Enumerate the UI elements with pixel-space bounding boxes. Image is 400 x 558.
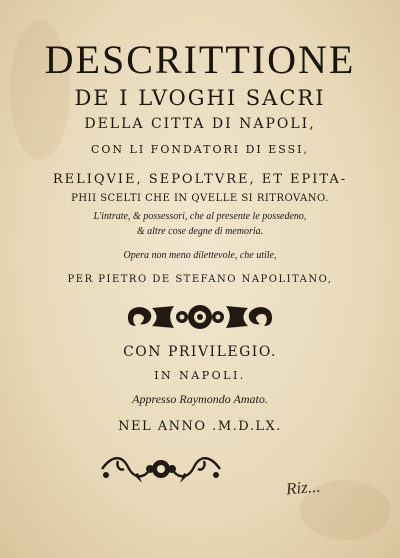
subtitle-line-3: CON LI FONDATORI DI ESSI, (90, 143, 310, 156)
city-line: IN NAPOLI. (154, 369, 246, 382)
subtitle-line-2: DELLA CITTA DI NAPOLI, (84, 116, 316, 132)
printer-line: Appresso Raymondo Amato. (132, 392, 268, 406)
subtitle-line-5: PHII SCELTI CHE IN QVELLE SI RITROVANO. (71, 193, 329, 204)
main-title: DESCRITTIONE (44, 37, 356, 82)
italic-line-1: L'intrate, & possessori, che al presente le possedeno, (93, 211, 307, 222)
italic-line-2: & altre cose degne di memoria. (136, 226, 264, 237)
handwritten-signature: Riz... (285, 476, 322, 499)
vine-ornament-icon (98, 453, 224, 485)
subtitle-line-1: DE I LVOGHI SACRI (74, 86, 326, 110)
subtitle-line-4: RELIQVIE, SEPOLTVRE, ET EPITA- (52, 172, 348, 187)
year-line: NEL ANNO .M.D.LX. (118, 419, 282, 434)
author-line: PER PIETRO DE STEFANO NAPOLITANO, (67, 274, 333, 285)
italic-line-3: Opera non meno dilettevole, che utile, (123, 250, 277, 261)
privilege-line: CON PRIVILEGIO. (123, 344, 277, 360)
floral-ornament-icon (122, 300, 278, 334)
